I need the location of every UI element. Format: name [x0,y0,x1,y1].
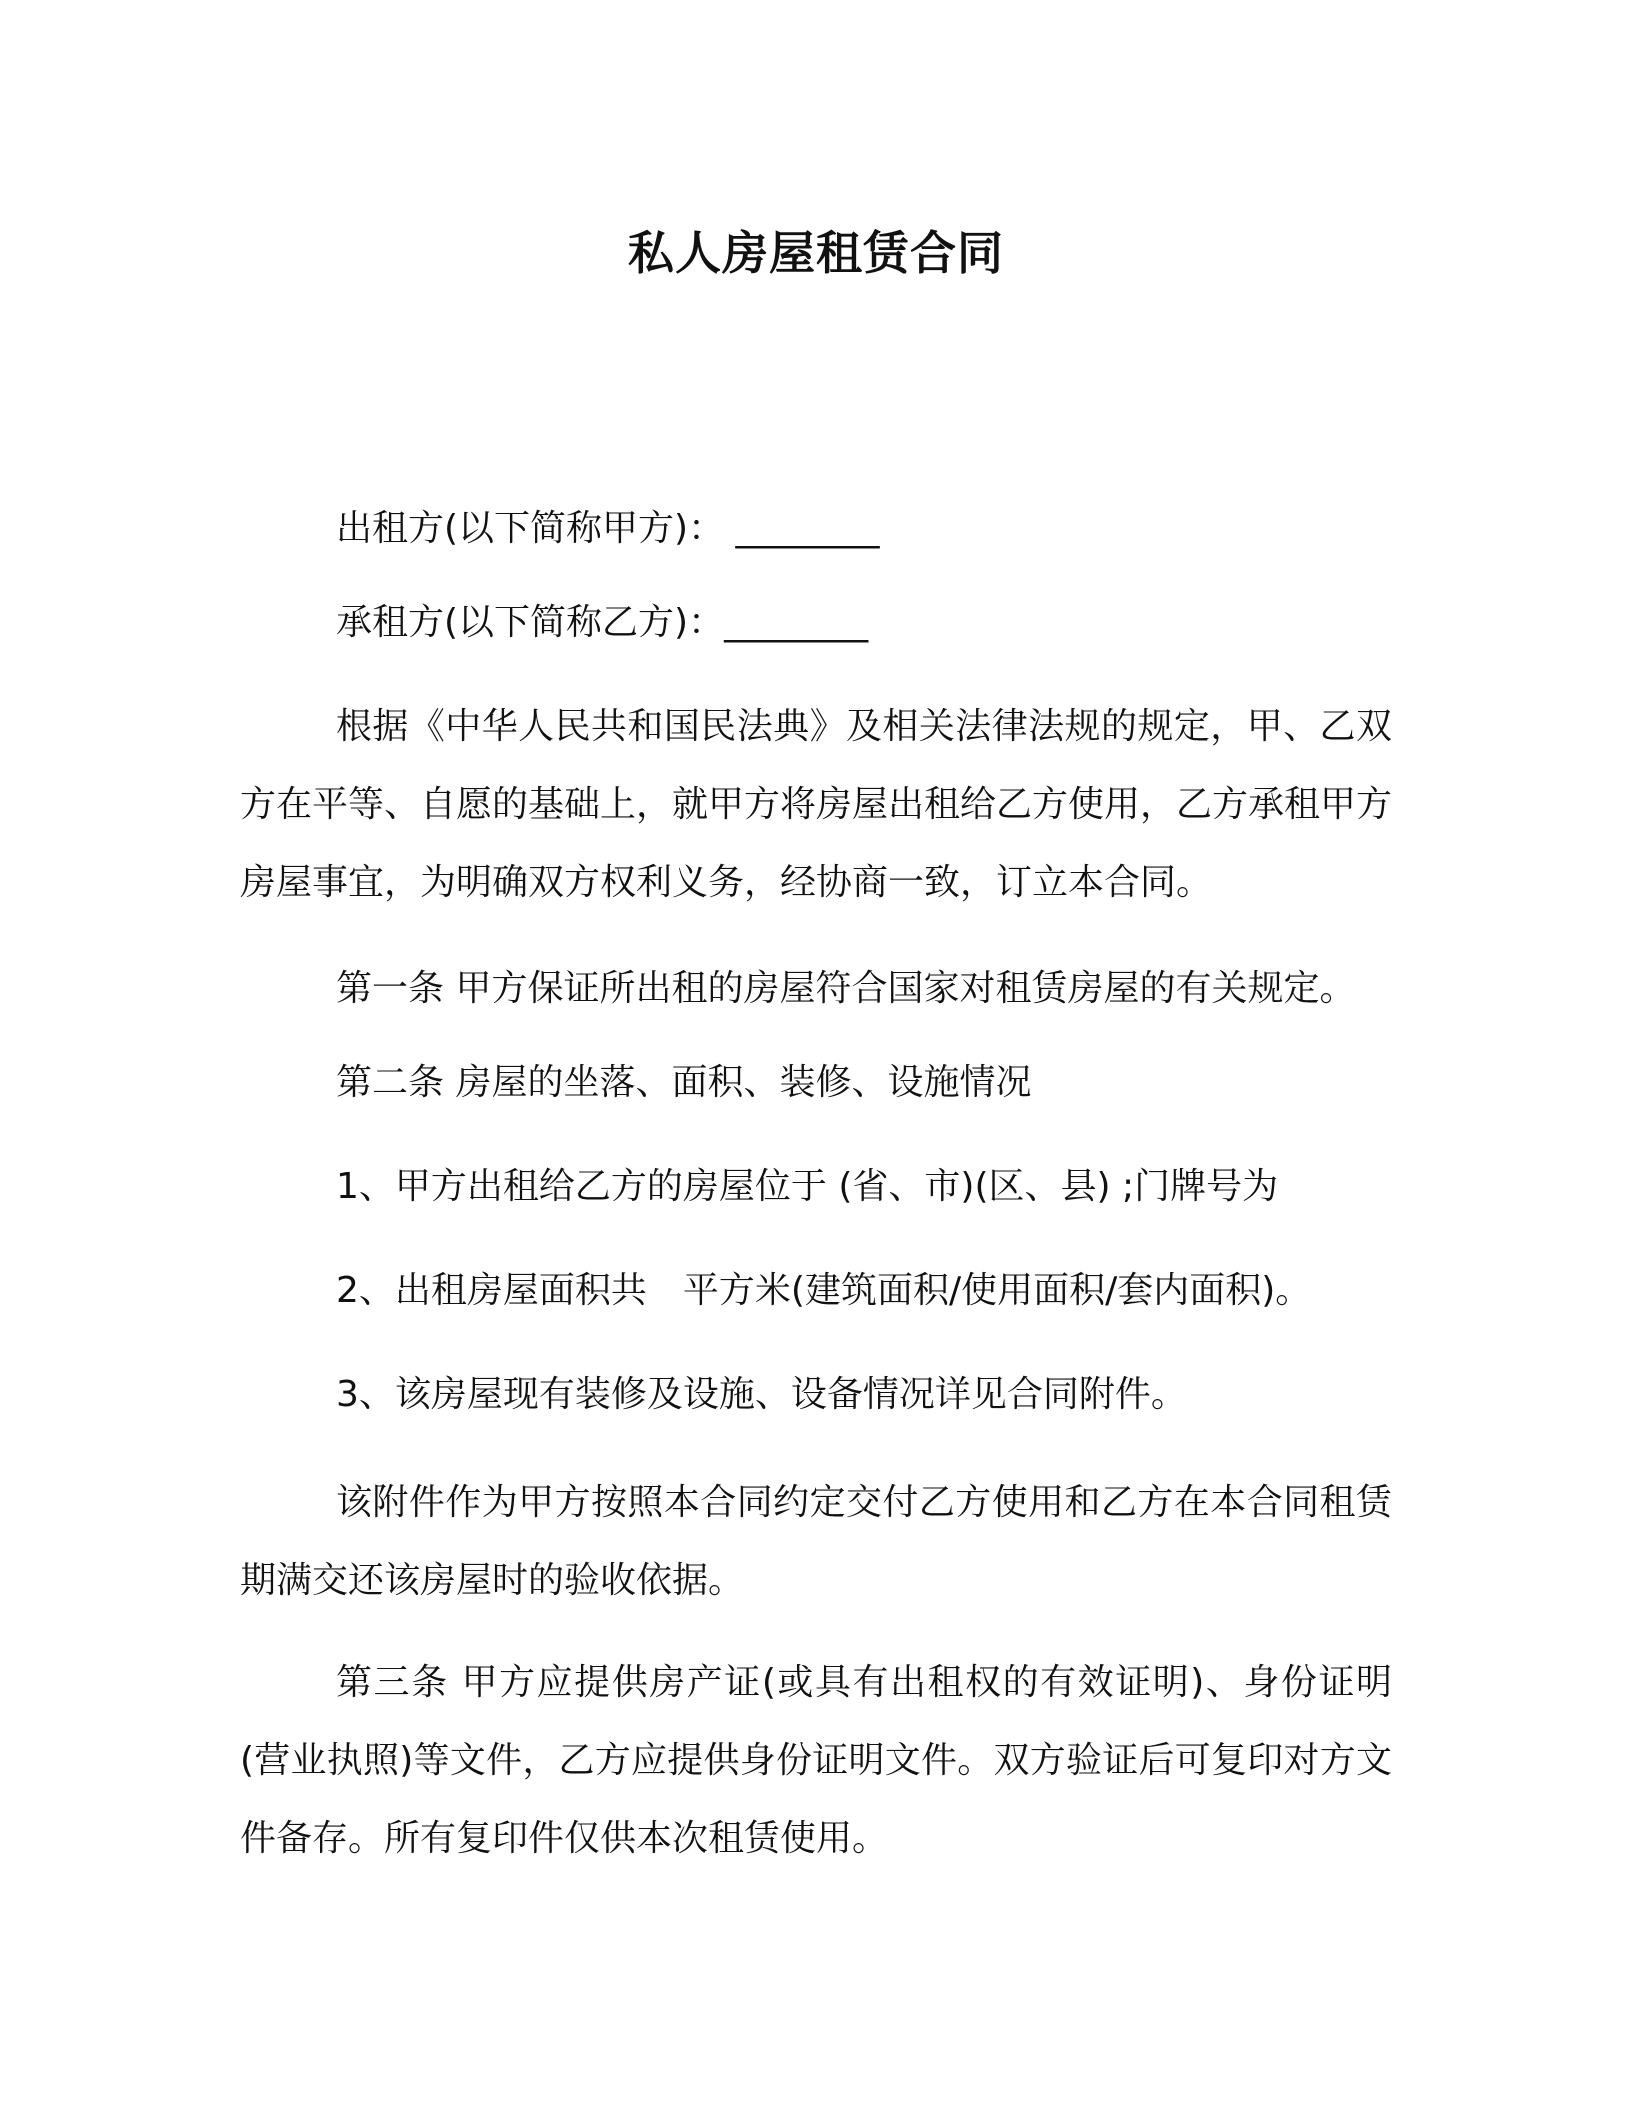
article-2-item-2: 2、出租房屋面积共 平方米(建筑面积/使用面积/套内面积)。 [336,1270,1312,1311]
article-2-item-1: 1、甲方出租给乙方的房屋位于 (省、市)(区、县) ;门牌号为 [336,1166,1279,1207]
attachment-paragraph: 该附件作为甲方按照本合同约定交付乙方使用和乙方在本合同租赁期满交还该房屋时的验收依据。 [240,1482,1392,1601]
article-2-item-3: 3、该房屋现有装修及设施、设备情况详见合同附件。 [336,1374,1187,1415]
article-1: 第一条 甲方保证所出租的房屋符合国家对租赁房屋的有关规定。 [336,968,1356,1009]
document-title: 私人房屋租赁合同 [628,226,1004,280]
article-2-heading: 第二条 房屋的坐落、面积、装修、设施情况 [336,1062,1032,1103]
lessor-line: 出租方(以下简称甲方)： ________ [336,508,880,549]
lessee-line: 承租方(以下简称乙方)：________ [336,602,869,643]
preamble-paragraph: 根据《中华人民共和国民法典》及相关法律法规的规定，甲、乙双方在平等、自愿的基础上，就甲方将房屋出租给乙方使用，乙方承租甲方房屋事宜，为明确双方权利义务，经协商一致，订立本合同。 [240,706,1393,903]
article-3: 第三条 甲方应提供房产证(或具有出租权的有效证明)、身份证明(营业执照)等文件，乙方应提供身份证明文件。双方验证后可复印对方文件备存。所有复印件仅供本次租赁使用。 [240,1662,1392,1859]
